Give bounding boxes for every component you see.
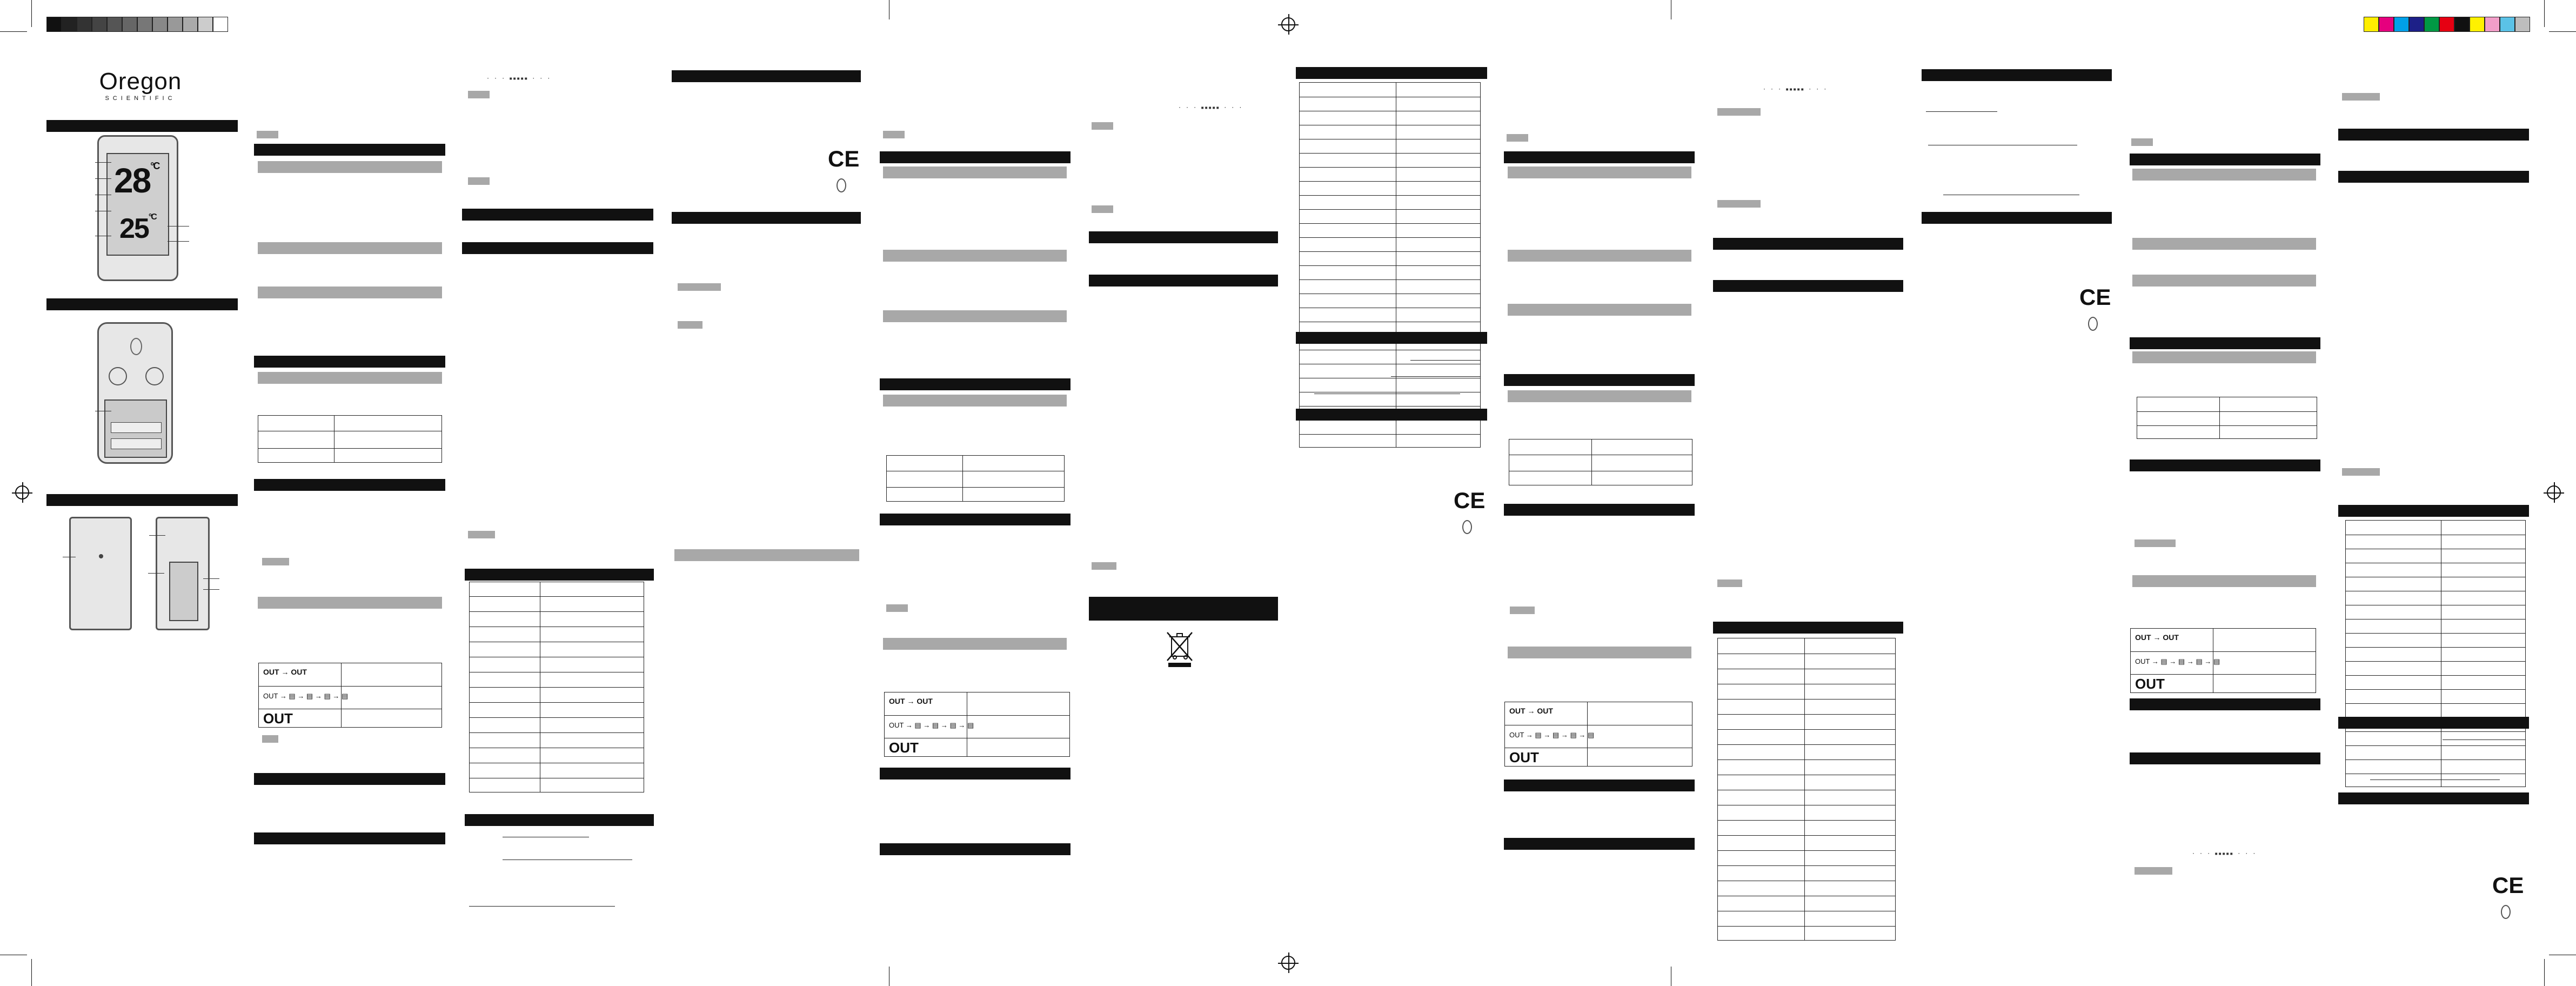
subheading [1508, 250, 1691, 262]
specs-table [469, 582, 644, 792]
section-heading [254, 356, 445, 368]
gray-swatch [213, 17, 228, 32]
table-row [470, 627, 644, 642]
table-row [1300, 181, 1480, 195]
callout-line [149, 535, 165, 536]
section-heading [880, 151, 1070, 163]
table-row [1300, 350, 1480, 364]
tag [2135, 539, 2176, 547]
dots-mark: · · · ▪▪▪▪▪ · · · [486, 76, 551, 82]
recycle-mark [2501, 905, 2511, 919]
color-swatch [2515, 17, 2530, 32]
section-heading [1504, 151, 1695, 163]
bottom-reading-value: 25 [119, 213, 149, 244]
crop-mark-tl-h [0, 31, 27, 32]
tag [678, 283, 721, 291]
gray-swatch [122, 17, 137, 32]
color-swatch [2485, 17, 2500, 32]
section-heading [2130, 337, 2320, 349]
color-swatch [2394, 17, 2409, 32]
color-swatch [2470, 17, 2485, 32]
signature-line [1926, 111, 1997, 112]
section-heading [254, 144, 445, 156]
subheading [258, 372, 442, 384]
table-row [259, 709, 441, 728]
tag [883, 131, 905, 138]
table-row [1300, 139, 1480, 153]
table-row [1505, 748, 1692, 767]
table-row [470, 702, 644, 717]
table-row [1300, 251, 1480, 265]
section-heading [1922, 69, 2112, 81]
table-row [2131, 651, 2316, 674]
tag [2131, 138, 2153, 146]
subheading [258, 287, 442, 298]
table-row [1509, 455, 1692, 471]
out-label: OUT [2135, 676, 2165, 692]
cover-heading-1 [46, 120, 238, 132]
dots-mark: · · · ▪▪▪▪▪ · · · [1763, 86, 1828, 92]
recycle-mark [1462, 520, 1472, 534]
table-row [1718, 775, 1895, 790]
table-row [2346, 661, 2525, 675]
lcd-icon-table [886, 455, 1065, 502]
device-front-illustration [97, 135, 178, 281]
section-heading [254, 832, 445, 844]
cover-heading-3 [46, 494, 238, 506]
table-row [1300, 265, 1480, 279]
back-knob-left [109, 367, 127, 385]
table-row [470, 687, 644, 702]
table-row [1300, 279, 1480, 294]
section-heading [1296, 409, 1487, 421]
crop-mark-br-v [2544, 959, 2545, 986]
tag [678, 321, 702, 329]
table-row [1718, 760, 1895, 775]
table-column-divider [1804, 638, 1805, 940]
table-row [1300, 378, 1480, 392]
table-row [1300, 195, 1480, 209]
table-row [470, 778, 644, 793]
table-row [1300, 83, 1480, 97]
device-back-illustration [97, 322, 173, 464]
gray-swatch [137, 17, 152, 32]
tag [1092, 122, 1113, 130]
signature-line [1410, 360, 1481, 361]
table-row [259, 686, 441, 709]
section-heading [254, 479, 445, 491]
gray-swatch [152, 17, 168, 32]
subheading [1508, 647, 1691, 658]
table-row [1300, 111, 1480, 125]
section-heading [1089, 231, 1278, 243]
subheading [2132, 238, 2316, 250]
subheading [258, 161, 442, 173]
channel-cycle-icon: OUT → ▤ → ▤ → ▤ → ▤ [1509, 731, 1595, 739]
tag [468, 177, 490, 185]
table-row [2346, 549, 2525, 563]
battery [111, 422, 162, 433]
table-row [2346, 731, 2525, 745]
section-heading [880, 843, 1070, 855]
section-heading [1296, 67, 1487, 79]
table-row [1300, 209, 1480, 223]
section-heading [1089, 609, 1278, 621]
color-swatch [2379, 17, 2394, 32]
section-heading [2338, 505, 2529, 517]
color-swatch [2500, 17, 2515, 32]
bottom-reading-unit: °C [148, 212, 156, 222]
cover-heading-2 [46, 298, 238, 310]
table-row [259, 663, 441, 686]
out-label: OUT [263, 710, 293, 727]
subheading [883, 395, 1067, 407]
out-arrow-icon: OUT → OUT [2135, 633, 2179, 642]
section-heading [1089, 597, 1278, 609]
bottom-reading [119, 212, 156, 245]
battery [111, 438, 162, 449]
section-heading [465, 814, 654, 826]
table-row [1718, 865, 1895, 881]
section-heading [254, 773, 445, 785]
table-row [1300, 308, 1480, 322]
subheading [2132, 275, 2316, 287]
table-row [1718, 684, 1895, 699]
table-row [885, 715, 1069, 738]
table-row [470, 611, 644, 627]
table-row [1300, 97, 1480, 111]
section-heading [880, 378, 1070, 390]
table-row [1718, 881, 1895, 896]
tag [2135, 867, 2172, 875]
sensor-led [99, 554, 103, 558]
table-row [2346, 591, 2525, 605]
table-row [470, 763, 644, 778]
table-row [1718, 790, 1895, 805]
top-reading-unit: °C [150, 161, 159, 171]
signature-line [469, 906, 615, 907]
brand-logo-subtext: SCIENTIFIC [105, 95, 176, 102]
tag [468, 531, 495, 538]
table-row [1718, 744, 1895, 760]
table-row [1300, 167, 1480, 181]
table-column-divider [1591, 439, 1592, 485]
table-row [2131, 629, 2316, 651]
table-row [1718, 850, 1895, 865]
table-row [2346, 605, 2525, 619]
table-row [2131, 674, 2316, 694]
tag [1717, 108, 1761, 116]
table-row [1509, 439, 1692, 455]
gray-swatch [46, 17, 62, 32]
section-heading [1504, 374, 1695, 386]
table-row [470, 582, 644, 596]
color-swatch [2454, 17, 2470, 32]
table-row [470, 732, 644, 748]
subheading [883, 638, 1067, 650]
tag [1507, 134, 1528, 142]
ce-mark: CE [2492, 872, 2524, 898]
table-row [1509, 471, 1692, 486]
section-heading [1713, 280, 1903, 292]
table-row [885, 738, 1069, 757]
section-heading [1922, 212, 2112, 224]
table-row [2346, 675, 2525, 689]
section-heading [2338, 129, 2529, 141]
section-heading [880, 768, 1070, 780]
tag [1510, 607, 1535, 614]
tag [257, 131, 278, 138]
crop-mark-bl-v [31, 959, 32, 986]
table-row [2137, 411, 2317, 425]
gray-swatch [198, 17, 213, 32]
table-column-divider [962, 456, 963, 501]
table-row [887, 456, 1064, 471]
section-heading [1504, 838, 1695, 850]
callout-line [95, 162, 111, 163]
table-row [470, 657, 644, 672]
ce-mark: CE [2079, 284, 2111, 310]
table-row [2346, 577, 2525, 591]
specs-table [1299, 82, 1481, 448]
table-row [1300, 294, 1480, 308]
callout-line [168, 241, 189, 242]
section-heading [880, 514, 1070, 525]
subheading [1508, 166, 1691, 178]
table-row [1718, 638, 1895, 654]
section-heading [2338, 171, 2529, 183]
specs-table [1717, 638, 1896, 941]
callout-line [148, 573, 164, 574]
dots-mark: · · · ▪▪▪▪▪ · · · [1178, 105, 1243, 111]
hang-hole [130, 338, 142, 355]
section-heading [1713, 622, 1903, 634]
subheading [883, 310, 1067, 322]
table-row [1718, 926, 1895, 941]
table-row [1300, 223, 1480, 237]
table-row [470, 596, 644, 611]
section-heading [672, 212, 861, 224]
table-row [470, 717, 644, 732]
weee-bin-icon [1164, 630, 1195, 668]
tag [468, 91, 490, 98]
callout-line [203, 578, 219, 579]
table-row [1718, 911, 1895, 926]
table-row [1505, 702, 1692, 725]
table-row [887, 487, 1064, 502]
table-row [1718, 669, 1895, 684]
color-swatch [2409, 17, 2424, 32]
out-label: OUT [889, 740, 919, 756]
out-arrow-icon: OUT → OUT [1509, 707, 1553, 715]
section-heading [1504, 504, 1695, 516]
recycle-mark [2088, 317, 2098, 331]
subheading [1508, 390, 1691, 402]
section-heading [1713, 238, 1903, 250]
back-knob-right [145, 367, 164, 385]
gray-swatch [62, 17, 77, 32]
ce-mark: CE [1454, 488, 1486, 513]
table-row [1300, 153, 1480, 167]
section-heading [465, 569, 654, 581]
color-swatch [2364, 17, 2379, 32]
table-row [1718, 896, 1895, 911]
tag [1092, 205, 1113, 213]
table-row [2346, 689, 2525, 703]
table-row [1718, 835, 1895, 850]
channel-cycle-icon: OUT → ▤ → ▤ → ▤ → ▤ [263, 692, 349, 700]
table-row [2346, 647, 2525, 661]
table-row [2346, 745, 2525, 760]
channel-cycle-icon: OUT → ▤ → ▤ → ▤ → ▤ [2135, 657, 2220, 665]
tag [2342, 93, 2380, 101]
table-row [2346, 535, 2525, 549]
table-row [887, 471, 1064, 487]
subheading [2132, 575, 2316, 587]
table-row [470, 748, 644, 763]
section-heading [1296, 332, 1487, 344]
section-heading [1089, 275, 1278, 287]
crop-mark-tl-v [31, 0, 32, 27]
table-row [1718, 714, 1895, 729]
callout-line [95, 178, 111, 179]
table-row [470, 672, 644, 687]
section-heading [2130, 752, 2320, 764]
crop-mark-tr-v [2544, 0, 2545, 27]
registration-mark-left [15, 485, 29, 499]
section-heading [2130, 459, 2320, 471]
table-row [258, 448, 441, 463]
callout-line [203, 589, 219, 590]
tag [1717, 200, 1761, 208]
table-row [2346, 619, 2525, 633]
table-row [1718, 654, 1895, 669]
gray-swatch [183, 17, 198, 32]
top-reading-value: 28 [114, 161, 151, 200]
subheading [258, 597, 442, 609]
out-icon-table [258, 663, 442, 728]
table-row [1718, 805, 1895, 820]
section-heading [672, 70, 861, 82]
brand-logo-text: Oregon [99, 68, 182, 95]
subheading [2132, 351, 2316, 363]
ce-mark: CE [828, 146, 860, 171]
color-swatch [2424, 17, 2439, 32]
section-heading [2130, 698, 2320, 710]
registration-mark-right [2547, 485, 2561, 499]
gray-swatch [92, 17, 107, 32]
registration-mark-top [1281, 17, 1295, 31]
subheading [258, 242, 442, 254]
crop-mark-tr-h [2549, 31, 2576, 32]
table-row [2346, 703, 2525, 717]
table-row [1505, 725, 1692, 748]
out-arrow-icon: OUT → OUT [263, 668, 307, 676]
brand-logo [86, 69, 195, 107]
color-swatch [2439, 17, 2454, 32]
table-row [1300, 434, 1480, 448]
section-heading [462, 209, 653, 221]
gray-swatch [77, 17, 92, 32]
table-row [2346, 633, 2525, 647]
table-column-divider [2219, 397, 2220, 438]
table-row [1300, 237, 1480, 251]
out-icon-table [2130, 628, 2316, 693]
out-label: OUT [1509, 749, 1539, 765]
table-row [1718, 699, 1895, 714]
device-lcd [106, 153, 169, 256]
dots-mark: · · · ▪▪▪▪▪ · · · [2192, 851, 2257, 857]
out-icon-table [1504, 702, 1692, 767]
subheading [883, 166, 1067, 178]
sensor-front-illustration [69, 517, 132, 630]
table-row [1300, 420, 1480, 434]
gray-swatch [168, 17, 183, 32]
tag [1092, 562, 1116, 570]
section-heading [1504, 780, 1695, 791]
table-row [885, 692, 1069, 715]
specs-table [2345, 520, 2526, 787]
out-icon-table [884, 692, 1070, 757]
table-row [1718, 820, 1895, 835]
lcd-icon-table [2137, 397, 2317, 439]
subheading [1508, 304, 1691, 316]
tag [262, 735, 278, 743]
channel-cycle-icon: OUT → ▤ → ▤ → ▤ → ▤ [889, 721, 974, 729]
battery-compartment [104, 399, 167, 458]
top-reading [114, 161, 159, 201]
table-row [1300, 125, 1480, 139]
table-row [258, 431, 441, 448]
table-row [2346, 521, 2525, 535]
subheading [883, 250, 1067, 262]
section-heading [2338, 792, 2529, 804]
subheading [674, 549, 859, 561]
table-row [1718, 729, 1895, 744]
tag [262, 558, 289, 565]
section-heading [2130, 154, 2320, 165]
lcd-icon-table [258, 415, 442, 463]
tag [1717, 579, 1742, 587]
table-row [2137, 425, 2317, 439]
subheading [2132, 169, 2316, 181]
signature-line [1391, 376, 1481, 377]
tag [2342, 468, 2380, 476]
out-arrow-icon: OUT → OUT [889, 697, 933, 705]
sensor-battery-compartment [169, 562, 198, 621]
section-heading [2338, 717, 2529, 729]
section-heading [462, 242, 653, 254]
recycle-mark [837, 178, 846, 192]
table-row [258, 416, 441, 431]
lcd-icon-table [1509, 439, 1692, 485]
gray-swatch [107, 17, 122, 32]
registration-mark-bottom [1281, 956, 1295, 970]
table-row [470, 642, 644, 657]
sensor-back-illustration [156, 517, 210, 630]
table-row [2346, 563, 2525, 577]
table-row [2137, 397, 2317, 411]
table-row [2346, 760, 2525, 774]
table-row [2346, 774, 2525, 788]
tag [886, 604, 908, 612]
